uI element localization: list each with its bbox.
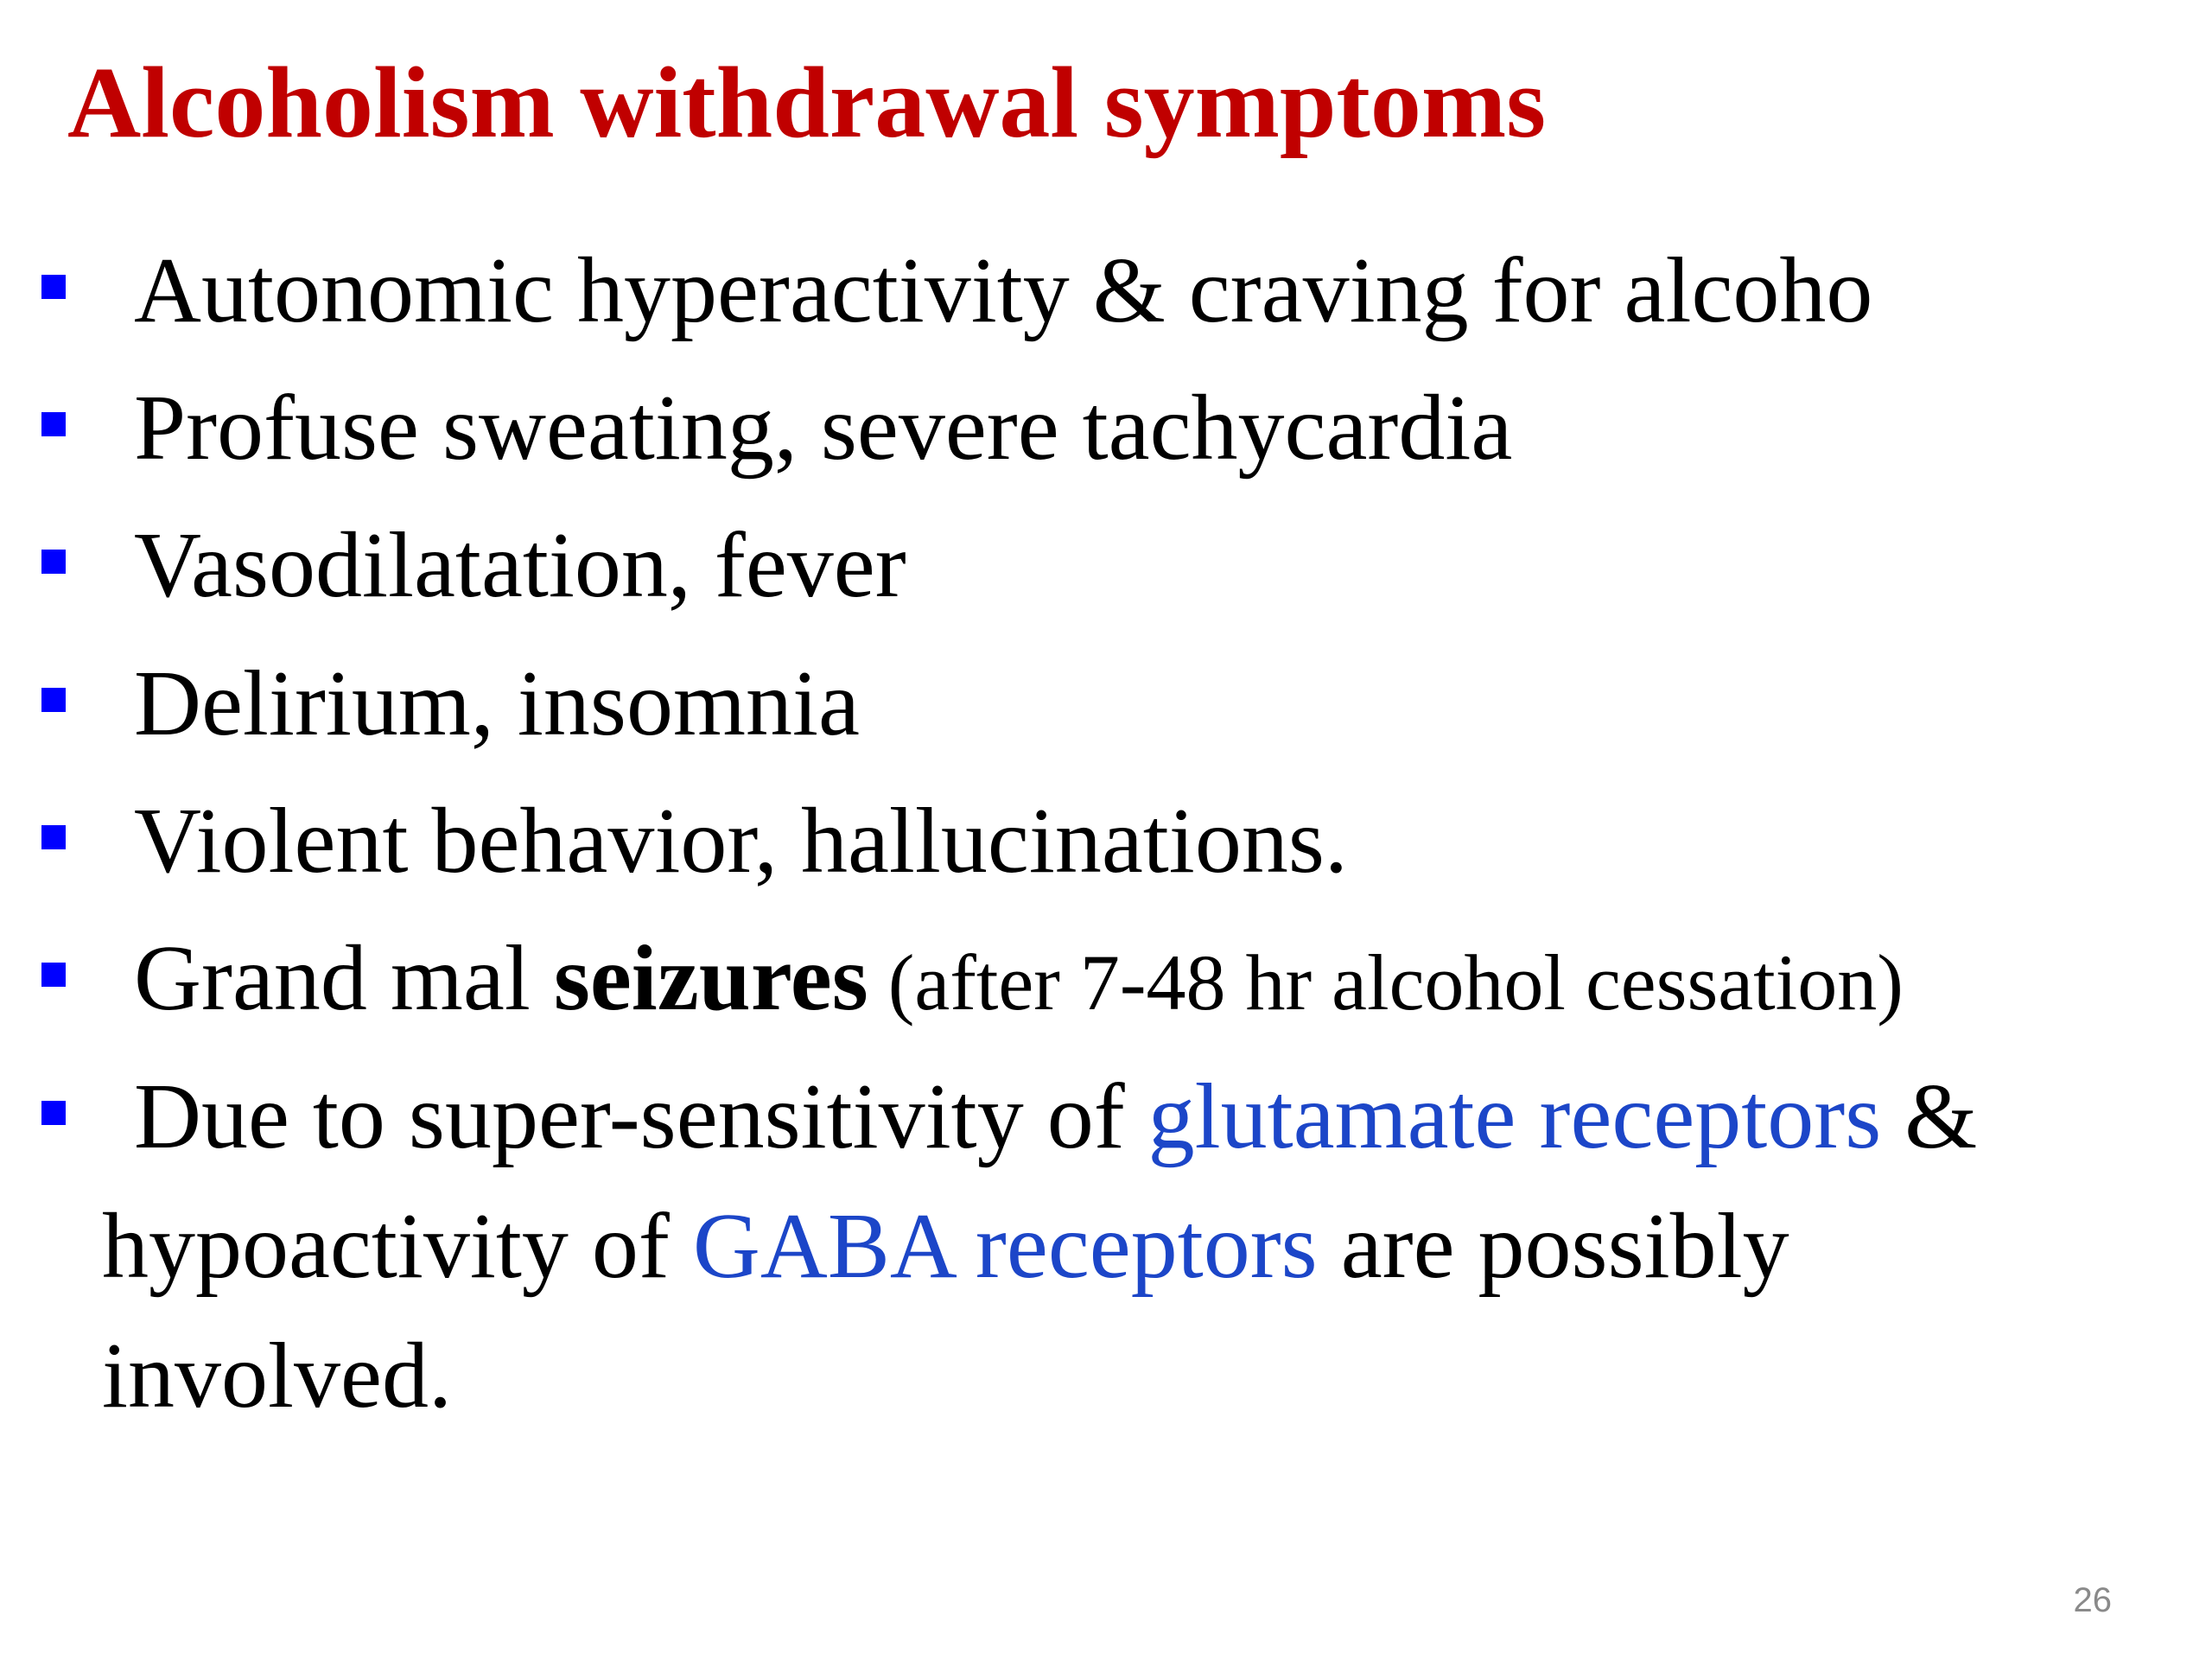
bullet-text: Delirium, insomnia [134,652,860,755]
square-bullet-icon [41,688,66,712]
bullet-item [0,914,2160,1044]
glutamate-receptors-highlight: glutamate receptors [1147,1065,1882,1168]
bullet-text-prefix: Grand mal [134,927,554,1030]
bullet-text: Vasodilatation, fever [134,514,906,617]
bullet-item [0,226,2160,356]
bullet-text [134,914,1904,1047]
continuation-prefix: hypoactivity of [102,1195,693,1298]
continuation-end: involved. [102,1325,452,1427]
bullet-item [0,364,2160,493]
bullet-text: Profuse sweating, severe tachycardia [134,377,1513,480]
bullet-item [0,639,2160,769]
continuation-suffix: are possibly [1317,1195,1789,1298]
bullet-text: Violent behavior, hallucinations. [134,790,1348,893]
bullet-text: Autonomic hyperactivity & craving for alcoho [134,239,1873,342]
bullet-item [0,1052,2160,1182]
gaba-receptors-highlight: GABA receptors [692,1195,1318,1298]
page-number: 26 [2073,1581,2112,1619]
bullet-text-note: (after 7-48 hr alcohol cessation) [868,938,1904,1027]
bullet-text [134,1052,1977,1182]
bullet-text-prefix: Due to super-sensitivity of [134,1065,1148,1168]
square-bullet-icon [41,1101,66,1125]
square-bullet-icon [41,963,66,987]
slide-title: Alcoholism withdrawal symptoms [67,46,1547,159]
square-bullet-icon [41,275,66,299]
square-bullet-icon [41,825,66,849]
square-bullet-icon [41,550,66,574]
bullet-item [0,777,2160,906]
bullet-item [0,501,2160,631]
bullet-continuation-line [102,1312,452,1441]
bullet-text-bold: seizures [553,927,868,1030]
bullet-continuation-line [102,1182,1789,1312]
square-bullet-icon [41,412,66,436]
bullet-text-mid: & [1881,1065,1978,1168]
